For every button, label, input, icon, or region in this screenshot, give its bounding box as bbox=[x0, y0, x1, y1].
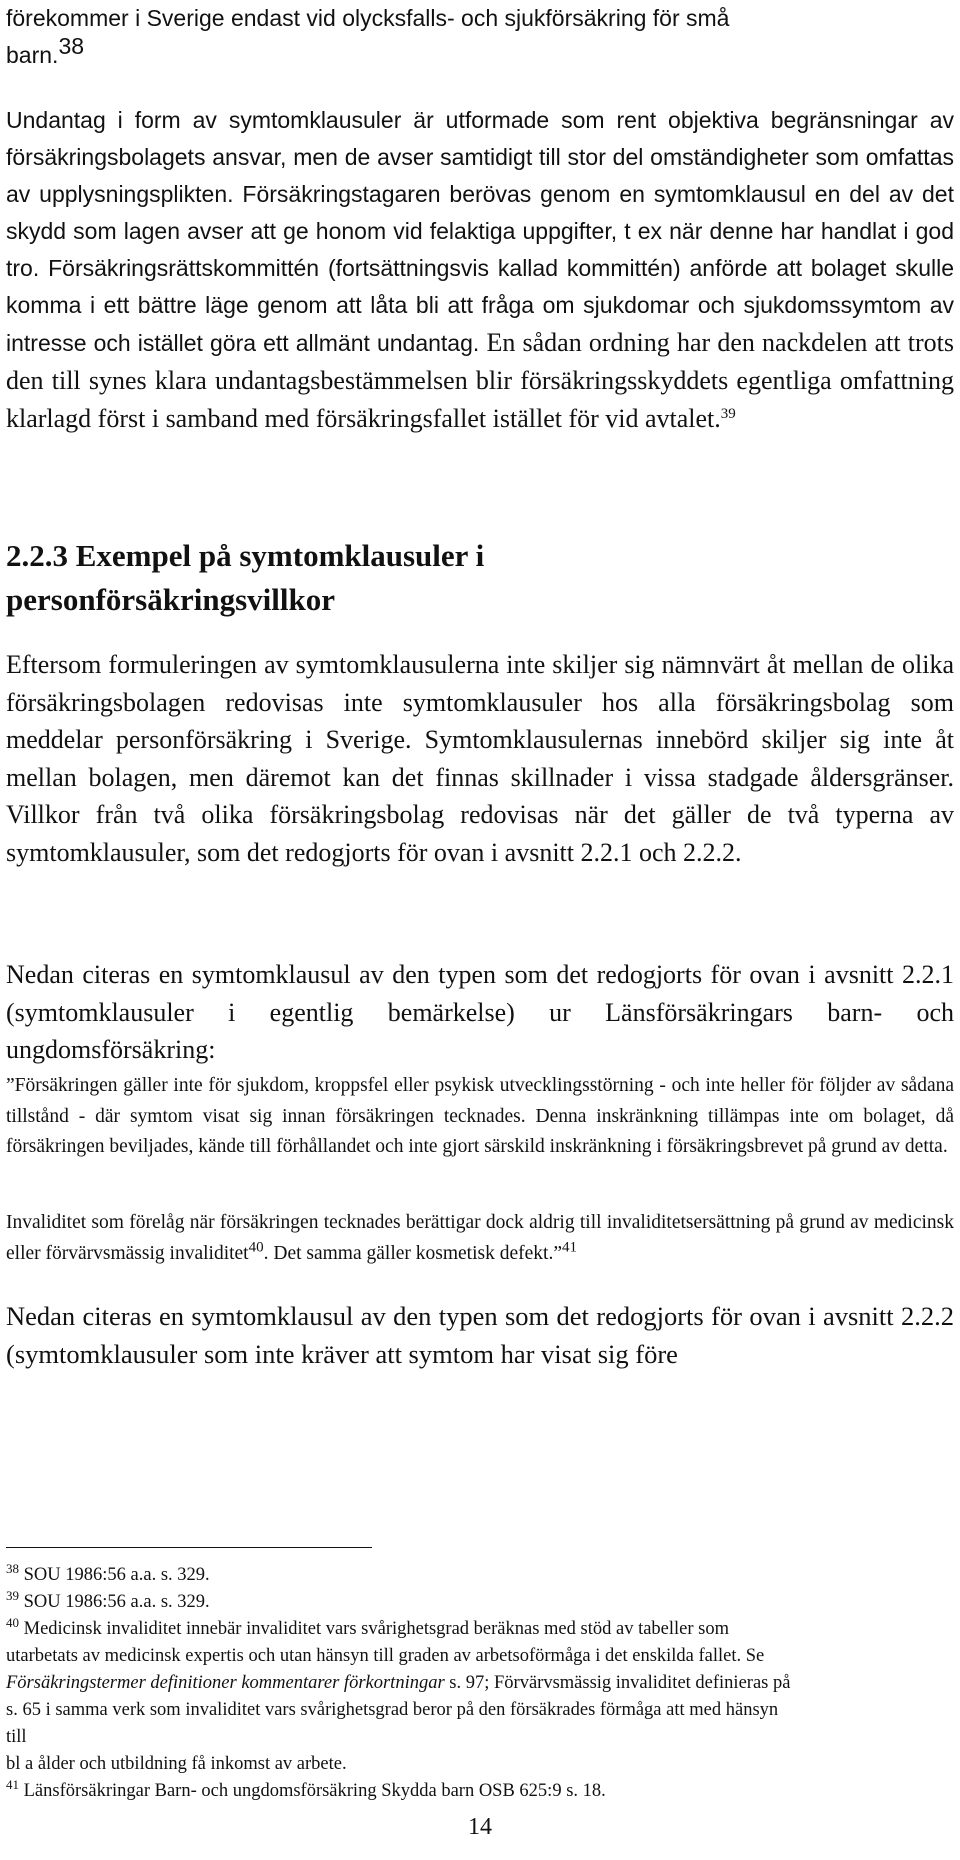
footnote-38 bbox=[6, 1562, 954, 1589]
section-heading bbox=[6, 534, 954, 622]
footnote-41-number: 41 bbox=[6, 1776, 19, 1792]
footnote-41-text: Länsförsäkringar Barn- och ungdomsförsäkring Skydda barn OSB 625:9 s. 18. bbox=[19, 1781, 606, 1801]
footnote-ref-40: 40 bbox=[248, 1239, 264, 1255]
footnote-38-text: SOU 1986:56 a.a. s. 329. bbox=[19, 1565, 210, 1585]
footnote-40 bbox=[6, 1616, 954, 1751]
footnote-40-text-a: Medicinsk invaliditet innebär invaliditet vars svårighetsgrad beräknas med stöd av tabeller som utarbetats av medicinsk expertis och utan hänsyn till graden av arbetsoförmåga i det enskilda fallet. Se bbox=[6, 1619, 765, 1666]
footnote-40-italic-title: Försäkringstermer definitioner kommentarer förkortningar bbox=[6, 1673, 445, 1693]
paragraph-nedan-1-text: Nedan citeras en symtomklausul av den typen som det redogjorts för ovan i avsnitt 2.2.1 (symtomklausuler i egentlig bemärkelse) ur Länsförsäkringars barn- och ungdomsförsäkring: bbox=[6, 960, 954, 1064]
footnote-38-number: 38 bbox=[6, 1560, 19, 1576]
footnote-39 bbox=[6, 1589, 954, 1616]
paragraph-nedan-1 bbox=[6, 956, 954, 1069]
footnote-separator bbox=[6, 1547, 372, 1548]
page-number: 14 bbox=[468, 1814, 492, 1840]
section-heading-line1: 2.2.3 Exempel på symtomklausuler i bbox=[6, 538, 485, 573]
paragraph-nedan-2-text: Nedan citeras en symtomklausul av den typen som det redogjorts för ovan i avsnitt 2.2.2 (symtomklausuler som inte kräver att symtom har visat sig före bbox=[6, 1301, 954, 1369]
footnotes bbox=[6, 1562, 954, 1805]
paragraph-eftersom-part-c: Villkor från två olika försäkringsbolag redovisas när det gäller de två typerna av symtomklausuler, som det redogjorts för ovan i avsnitt 2.2.1 och 2.2.2. bbox=[6, 800, 954, 867]
paragraph-eftersom bbox=[6, 646, 954, 871]
footnote-40-text-b: s. 97; Förvärvsmässig invaliditet definieras på s. 65 i samma verk som invaliditet vars svårighetsgrad beror på den försäkrades förmåga att med hänsyn till bbox=[6, 1673, 791, 1747]
quote-block-1 bbox=[6, 1071, 954, 1163]
footnote-ref-41: 41 bbox=[561, 1239, 577, 1255]
section-heading-line2: personförsäkringsvillkor bbox=[6, 582, 335, 617]
paragraph-eftersom-part-b: Symtomklausulernas innebörd skiljer sig inte åt mellan bolagen, men däremot kan det finnas skillnader i vissa stadgade åldersgränser. bbox=[6, 725, 954, 792]
footnote-ref-39: 39 bbox=[720, 405, 736, 422]
paragraph-undantag-part-b: En sådan ordning har den nackdelen att trots den till synes klara undantagsbestämmelsen blir försäkringsskyddets egentliga omfattning klarlagd först i samband med försäkringsfallet istället för vid avtalet. bbox=[6, 328, 954, 433]
footnote-39-number: 39 bbox=[6, 1587, 19, 1603]
paragraph-eftersom-part-a: Eftersom formuleringen av symtomklausulerna inte skiljer sig nämnvärt åt mellan de olika försäkringsbolagen redovisas inte symtomklausuler hos alla försäkringsbolag som meddelar personförsäkring i Sverige. bbox=[6, 650, 954, 754]
paragraph-undantag bbox=[6, 102, 954, 438]
quote-1-text: ”Försäkringen gäller inte för sjukdom, kroppsfel eller psykisk utvecklingsstörning - och inte heller för följder av sådana tillstånd - där symtom visat sig innan försäkringen tecknades. Denna inskränkning tillämpas inte om bolaget, då försäkringen beviljades, kände till förhållandet och inte gjort särskild inskränkning i försäkringsbrevet på grund av detta. bbox=[6, 1075, 954, 1157]
footnote-ref-38: 38 bbox=[58, 32, 85, 59]
footnote-40-continued: bl a ålder och utbildning få inkomst av arbete. bbox=[6, 1754, 347, 1774]
paragraph-top-line2: barn. bbox=[6, 42, 59, 68]
paragraph-undantag-part-a: Undantag i form av symtomklausuler är utformade som rent objektiva begränsningar av försäkringsbolagets ansvar, men de avser samtidigt till stor del omständigheter som omfattas av upplysningsplikten. Försäkringstagaren berövas genom en symtomklausul en del av det skydd som lagen avser att ge honom vid felaktiga uppgifter, t ex när denne har handlat i god tro. Försäkringsrättskommittén (fortsättningsvis kallad kommittén) anförde att bolaget skulle komma i ett bättre läge genom att låta bli att fråga om sjukdomar och sjukdomssymtom av intresse och istället göra ett allmänt undantag. bbox=[6, 107, 954, 356]
paragraph-top-line1: förekommer i Sverige endast vid olycksfalls- och sjukförsäkring för små bbox=[6, 5, 730, 31]
footnote-39-text: SOU 1986:56 a.a. s. 329. bbox=[19, 1592, 210, 1612]
quote-2-part-b: . Det samma gäller kosmetisk defekt.” bbox=[263, 1242, 562, 1264]
footnote-40-number: 40 bbox=[6, 1614, 19, 1630]
quote-2-part-a: Invaliditet som förelåg när försäkringen tecknades berättigar dock aldrig till invaliditetsersättning på grund av medicinsk eller förvärvsmässig invaliditet bbox=[6, 1212, 954, 1264]
quote-block-2 bbox=[6, 1208, 954, 1269]
footnote-41 bbox=[6, 1778, 954, 1805]
paragraph-nedan-2 bbox=[6, 1298, 954, 1373]
paragraph-top bbox=[6, 0, 954, 74]
